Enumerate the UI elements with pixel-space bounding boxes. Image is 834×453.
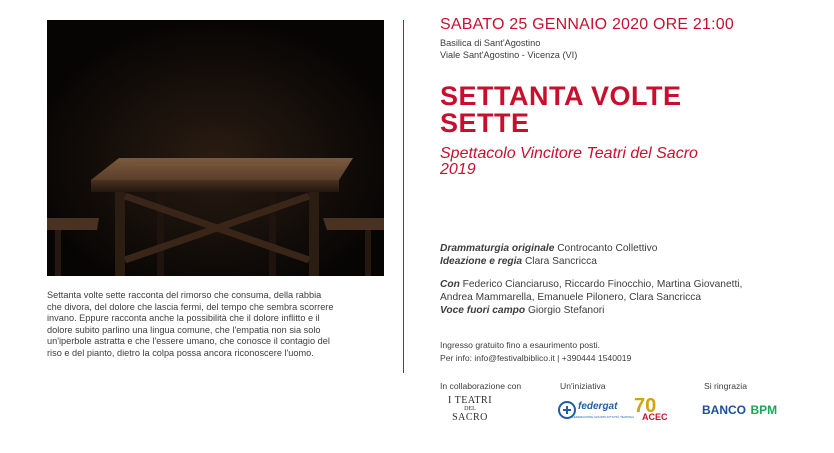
federgat-logo	[558, 399, 635, 425]
credits	[440, 242, 742, 317]
federgat-subtitle: FEDERAZIONE GRUPPI ATTIVITÀ TEATRALI	[572, 415, 635, 419]
show-description	[47, 290, 382, 360]
credit-name: Giorgio Stefanori	[527, 305, 605, 316]
event-location	[440, 38, 577, 61]
logo-text: I TEATRI	[447, 395, 493, 406]
collaboration-label: In collaborazione con	[440, 381, 522, 391]
credit-voice	[440, 304, 742, 317]
credit-name: Controcanto Collettivo	[557, 243, 658, 254]
description-line: che divora, del dolore che lascia fermi, del tempo che sembra scorrere	[47, 301, 334, 312]
credit-name: Federico Cianciaruso, Riccardo Finocchio, Martina Giovanetti,	[462, 279, 743, 290]
description-line: Settanta volte sette racconta del rimorso che consuma, della rabbia	[47, 290, 322, 300]
initiative-label: Un'iniziativa	[560, 381, 606, 391]
subtitle-line: 2019	[440, 161, 476, 178]
credit-role: Ideazione e regia	[440, 256, 523, 267]
event-date: SABATO 25 GENNAIO 2020 ORE 21:00	[440, 16, 734, 33]
credit-role: Drammaturgia originale	[440, 243, 555, 254]
credit-name: Clara Sancricca	[524, 256, 597, 267]
show-subtitle	[440, 146, 698, 178]
acec-logo	[628, 396, 676, 426]
banco-bpm-logo	[702, 401, 794, 417]
subtitle-line: Spettacolo Vincitore Teatri del Sacro	[440, 145, 698, 162]
description-line: dolore subito parlino una lingua comune, che l'empatia non sia solo	[47, 324, 321, 335]
divider-line	[403, 20, 404, 373]
contact-info: Per info: info@festivalbiblico.it | +390444 1540019	[440, 353, 632, 363]
entry-note: Ingresso gratuito fino a esaurimento posti.	[440, 340, 601, 350]
description-line: invano. Eppure racconta anche la possibilità che il dolore inflitto e il	[47, 313, 320, 324]
venue-name: Basilica di Sant'Agostino	[440, 38, 541, 48]
credit-cast-continued: Andrea Mammarella, Emanuele Pilonero, Clara Sancricca	[440, 292, 702, 303]
show-title	[440, 83, 681, 137]
bank-name: BANCO	[702, 403, 746, 417]
description-line: riso e del pianto, dietro la colpa possa ancora riconoscere l'uomo.	[47, 347, 314, 358]
event-info	[440, 339, 631, 365]
description-line: un'iperbole astratta e che l'essere umano, che conosce il contagio del	[47, 336, 330, 347]
bank-name-accent: BPM	[750, 403, 778, 417]
venue-address: Viale Sant'Agostino - Vicenza (VI)	[440, 49, 578, 60]
credit-role: Voce fuori campo	[440, 305, 526, 316]
event-photo	[47, 20, 384, 276]
acec-name: ACEC	[642, 412, 668, 422]
wooden-table-image	[47, 20, 384, 276]
show-title-line: SETTANTA VOLTE	[440, 81, 682, 111]
logo-text: DEL	[464, 406, 476, 412]
logo-text: SACRO	[452, 412, 488, 423]
federgat-name: federgat	[578, 401, 618, 412]
thanks-label: Si ringrazia	[704, 381, 747, 391]
credit-role: Con	[440, 279, 460, 290]
credit-dramaturgy	[440, 242, 742, 255]
credit-cast	[440, 278, 742, 291]
acec-anniversary-number: 70	[634, 395, 657, 417]
credit-direction	[440, 255, 742, 268]
show-title-line: SETTE	[440, 108, 530, 138]
teatri-del-sacro-logo	[440, 396, 500, 423]
